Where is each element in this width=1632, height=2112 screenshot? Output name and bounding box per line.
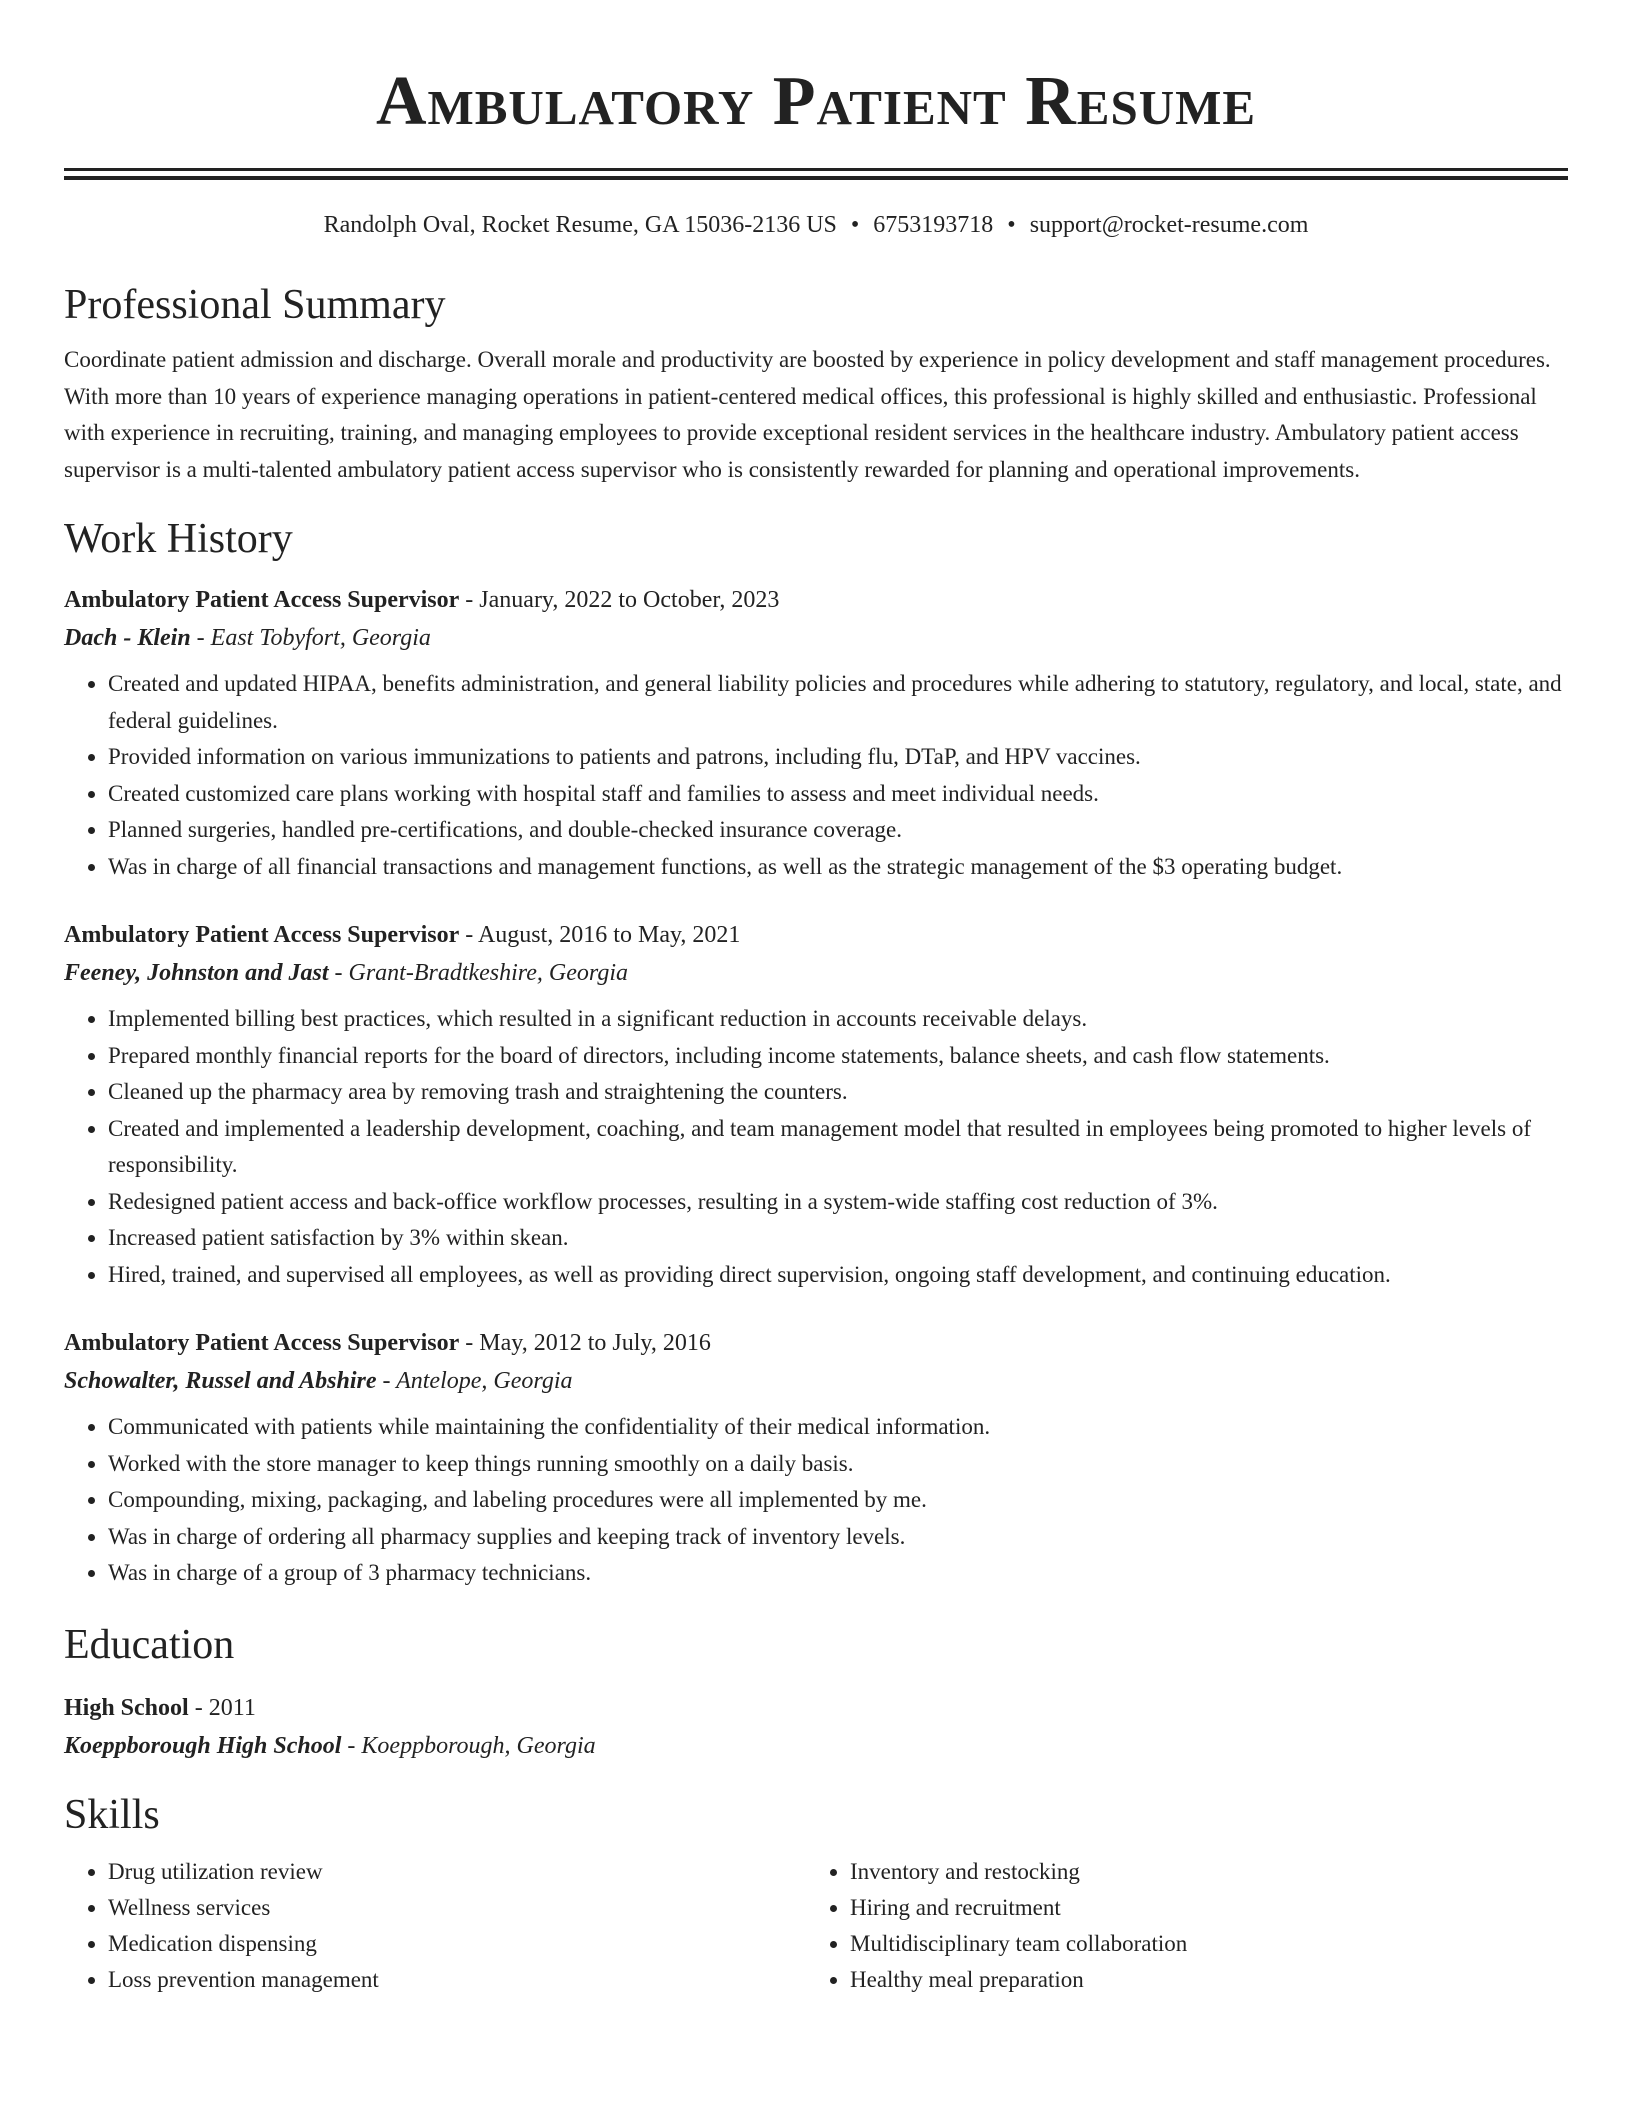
school-location: Koeppborough, Georgia: [361, 1732, 596, 1759]
dash-separator: -: [459, 587, 480, 613]
school-line: [64, 1730, 1568, 1762]
list-item: • Cleaned up the pharmacy area by removing trash and straightening the counters.: [108, 1074, 1568, 1111]
list-item: • Hired, trained, and supervised all employees, as well as providing direct supervision, ongoing staff development, and continuing education.: [108, 1257, 1568, 1294]
job-dates: August, 2016 to May, 2021: [477, 922, 741, 948]
company-location: Grant-Bradtkeshire, Georgia: [348, 960, 628, 986]
dash-separator: -: [328, 960, 349, 986]
skills-heading: Skills: [64, 1791, 160, 1838]
education-heading: Education: [64, 1621, 235, 1668]
job-title: Ambulatory Patient Access Supervisor: [64, 1330, 460, 1356]
list-item: • Prepared monthly financial reports for the board of directors, including income statements, balance sheets, and cash flow statements.: [108, 1038, 1568, 1075]
list-item: • Increased patient satisfaction by 3% within skean.: [108, 1220, 1568, 1257]
skills-grid: [64, 1854, 1568, 1998]
list-item: • Provided information on various immunizations to patients and patrons, including flu, DTaP, and HPV vaccines.: [108, 739, 1568, 776]
skill-item: • Medication dispensing: [108, 1926, 806, 1962]
skills-column-right: [806, 1854, 1548, 1998]
summary-heading: Professional Summary: [64, 282, 446, 328]
list-item: • Implemented billing best practices, which resulted in a significant reduction in accounts receivable delays.: [108, 1001, 1568, 1038]
job-bullets: [64, 1409, 1568, 1592]
company-name: Schowalter, Russel and Abshire: [64, 1368, 377, 1394]
list-item: • Was in charge of a group of 3 pharmacy technicians.: [108, 1555, 1568, 1592]
list-item: • Was in charge of all financial transactions and management functions, as well as the strategic management of the $3 operating budget.: [108, 849, 1568, 886]
job-title-line: [64, 1327, 1568, 1359]
contact-email: support@rocket-resume.com: [1029, 212, 1309, 238]
list-item: • Created and implemented a leadership development, coaching, and team management model that resulted in employees being promoted to higher levels of responsibility.: [108, 1111, 1568, 1184]
skill-item: • Inventory and restocking: [850, 1854, 1548, 1890]
dash-separator: -: [459, 1330, 480, 1356]
dash-separator: -: [188, 1694, 209, 1721]
list-item: • Created customized care plans working with hospital staff and families to assess and meet individual needs.: [108, 776, 1568, 813]
job-dates: May, 2012 to July, 2016: [479, 1330, 711, 1356]
contact-phone: 6753193718: [873, 212, 994, 238]
skill-item: • Drug utilization review: [108, 1854, 806, 1890]
company-name: Feeney, Johnston and Jast: [64, 960, 329, 986]
skill-item: • Healthy meal preparation: [850, 1962, 1548, 1998]
school-name: Koeppborough High School: [64, 1732, 342, 1759]
graduation-year: 2011: [208, 1694, 256, 1721]
skill-item: • Multidisciplinary team collaboration: [850, 1926, 1548, 1962]
degree: High School: [64, 1694, 189, 1721]
contact-address: Randolph Oval, Rocket Resume, GA 15036-2136 US: [323, 212, 837, 238]
list-item: • Planned surgeries, handled pre-certifications, and double-checked insurance coverage.: [108, 812, 1568, 849]
list-item: • Communicated with patients while maintaining the confidentiality of their medical information.: [108, 1409, 1568, 1446]
education-entry: [64, 1692, 1568, 1762]
list-item: • Created and updated HIPAA, benefits administration, and general liability policies and procedures while adhering to statutory, regulatory, and local, state, and federal guidelines.: [108, 666, 1568, 739]
job-title: Ambulatory Patient Access Supervisor: [64, 587, 460, 613]
degree-line: [64, 1692, 1568, 1724]
page-title: Ambulatory Patient Resume: [375, 63, 1257, 140]
list-item: • Compounding, mixing, packaging, and labeling procedures were all implemented by me.: [108, 1482, 1568, 1519]
job-dates: January, 2022 to October, 2023: [479, 587, 780, 613]
summary-text: Coordinate patient admission and discharge. Overall morale and productivity are boosted by experience in policy development and staff management procedures. With more than 10 years of experience managing operations in patient-centered medical offices, this professional is highly skilled and enthusiastic. Professional with experience in recruiting, training, and managing employees to provide exceptional resident services in the healthcare industry. Ambulatory patient access supervisor is a multi-talented ambulatory patient access supervisor who is consistently rewarded for planning and operational improvements.: [64, 347, 1551, 482]
list-item: • Was in charge of ordering all pharmacy supplies and keeping track of inventory levels.: [108, 1519, 1568, 1556]
work-history-heading: Work History: [64, 516, 293, 562]
job-entry: [64, 1327, 1568, 1592]
skill-item: • Wellness services: [108, 1890, 806, 1926]
job-title: Ambulatory Patient Access Supervisor: [64, 922, 460, 948]
dash-separator: -: [376, 1368, 397, 1394]
company-line: [64, 1365, 1568, 1397]
dash-separator: -: [459, 922, 478, 948]
contact-separator: •: [850, 212, 860, 238]
job-bullets: [64, 1001, 1568, 1293]
contact-line: [64, 210, 1568, 240]
job-title-line: [64, 584, 1568, 616]
skills-column-left: [64, 1854, 806, 1998]
company-line: [64, 622, 1568, 654]
job-title-line: [64, 919, 1568, 951]
job-bullets: [64, 666, 1568, 885]
contact-separator: •: [1007, 212, 1016, 238]
company-name: Dach - Klein: [64, 625, 191, 651]
list-item: • Worked with the store manager to keep things running smoothly on a daily basis.: [108, 1446, 1568, 1483]
title-divider: [64, 168, 1568, 180]
company-location: Antelope, Georgia: [396, 1368, 573, 1394]
list-item: • Redesigned patient access and back-office workflow processes, resulting in a system-wide staffing cost reduction of 3%.: [108, 1184, 1568, 1221]
job-entry: [64, 919, 1568, 1293]
dash-separator: -: [341, 1732, 362, 1759]
skill-item: • Loss prevention management: [108, 1962, 806, 1998]
job-entry: [64, 584, 1568, 885]
skill-item: • Hiring and recruitment: [850, 1890, 1548, 1926]
company-location: East Tobyfort, Georgia: [210, 625, 431, 651]
dash-separator: -: [190, 625, 211, 651]
company-line: [64, 957, 1568, 989]
